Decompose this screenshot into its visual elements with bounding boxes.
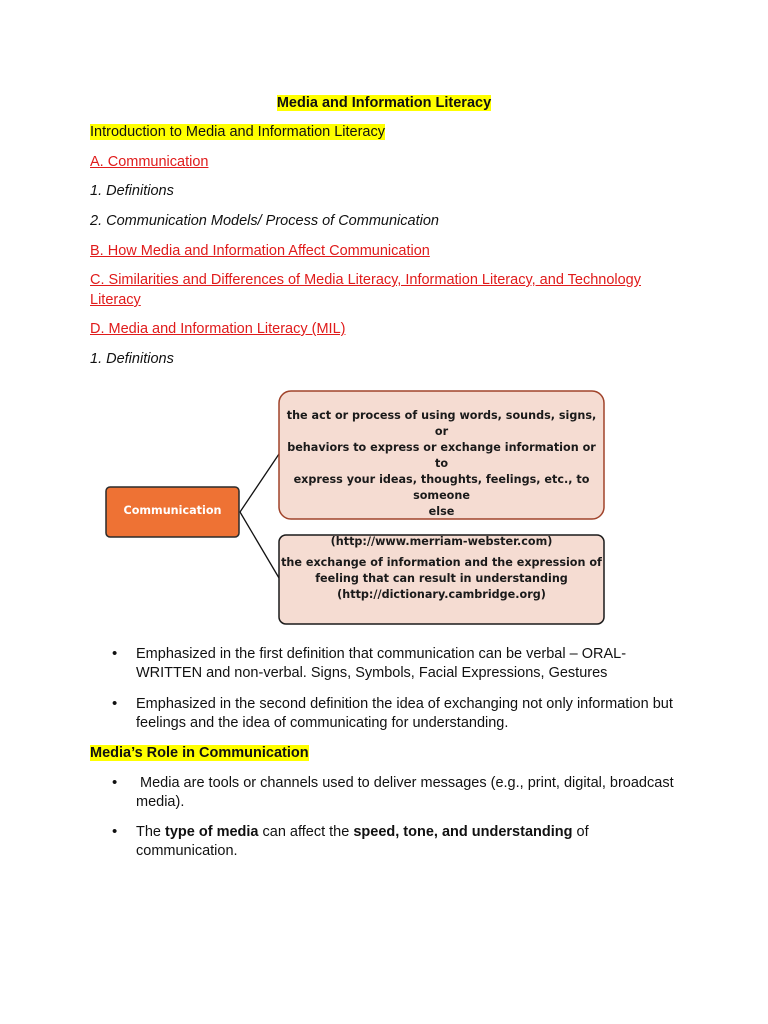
outline-c-link-line2[interactable]: Literacy bbox=[90, 292, 141, 308]
outline-d1: 1. Definitions bbox=[90, 351, 174, 367]
definition-2-line: (http://dictionary.cambridge.org) bbox=[337, 588, 546, 601]
definition-1-spacer bbox=[279, 520, 604, 534]
bullet-second-definition: Emphasized in the second definition the idea of exchanging not only information but feelings and the idea of communicating for understanding. bbox=[136, 696, 673, 731]
definition-2-line: the exchange of information and the expression of bbox=[281, 556, 602, 569]
definition-1-source: (http://www.merriam-webster.com) bbox=[330, 535, 553, 548]
section-heading-media-role: Media’s Role in Communication bbox=[90, 745, 309, 761]
document-title: Media and Information Literacy bbox=[276, 95, 492, 111]
bullet-marker: • bbox=[112, 645, 118, 662]
communication-node-label: Communication bbox=[123, 504, 222, 517]
outline-d-link[interactable]: D. Media and Information Literacy (MIL) bbox=[90, 321, 346, 337]
bullet-marker: • bbox=[112, 774, 118, 791]
outline-a-link[interactable]: A. Communication bbox=[90, 154, 209, 170]
bullet-media-tools: Media are tools or channels used to deliver messages (e.g., print, digital, broadcast media). bbox=[136, 775, 678, 810]
outline-c-link-line1[interactable]: C. Similarities and Differences of Media Literacy, Information Literacy, and Technology bbox=[90, 272, 641, 288]
outline-a1: 1. Definitions bbox=[90, 183, 174, 199]
outline-b-link[interactable]: B. How Media and Information Affect Communication bbox=[90, 243, 430, 259]
intro-heading: Introduction to Media and Information Literacy bbox=[90, 124, 385, 140]
outline-a2: 2. Communication Models/ Process of Communication bbox=[90, 213, 439, 229]
definition-1-line: else bbox=[428, 505, 455, 518]
definition-2-line: feeling that can result in understanding bbox=[315, 572, 568, 585]
connector-line-bottom bbox=[240, 512, 279, 578]
bullet-first-definition: Emphasized in the first definition that communication can be verbal – ORAL-WRITTEN and non-verbal. Signs, Symbols, Facial Expressions, Gestures bbox=[136, 646, 627, 681]
connector-line-top bbox=[240, 454, 279, 512]
bullet-marker: • bbox=[112, 823, 118, 840]
definition-1-text bbox=[279, 408, 604, 550]
definition-1-line: the act or process of using words, sounds, signs, or bbox=[286, 409, 597, 438]
definition-1-line: express your ideas, thoughts, feelings, etc., to someone bbox=[293, 473, 590, 502]
bullet-type-of-media: The type of media can affect the speed, tone, and understanding of communication. bbox=[136, 824, 589, 859]
definition-2-text bbox=[279, 555, 604, 603]
bullet-marker: • bbox=[112, 695, 118, 712]
definition-1-line: behaviors to express or exchange information or to bbox=[287, 441, 596, 470]
